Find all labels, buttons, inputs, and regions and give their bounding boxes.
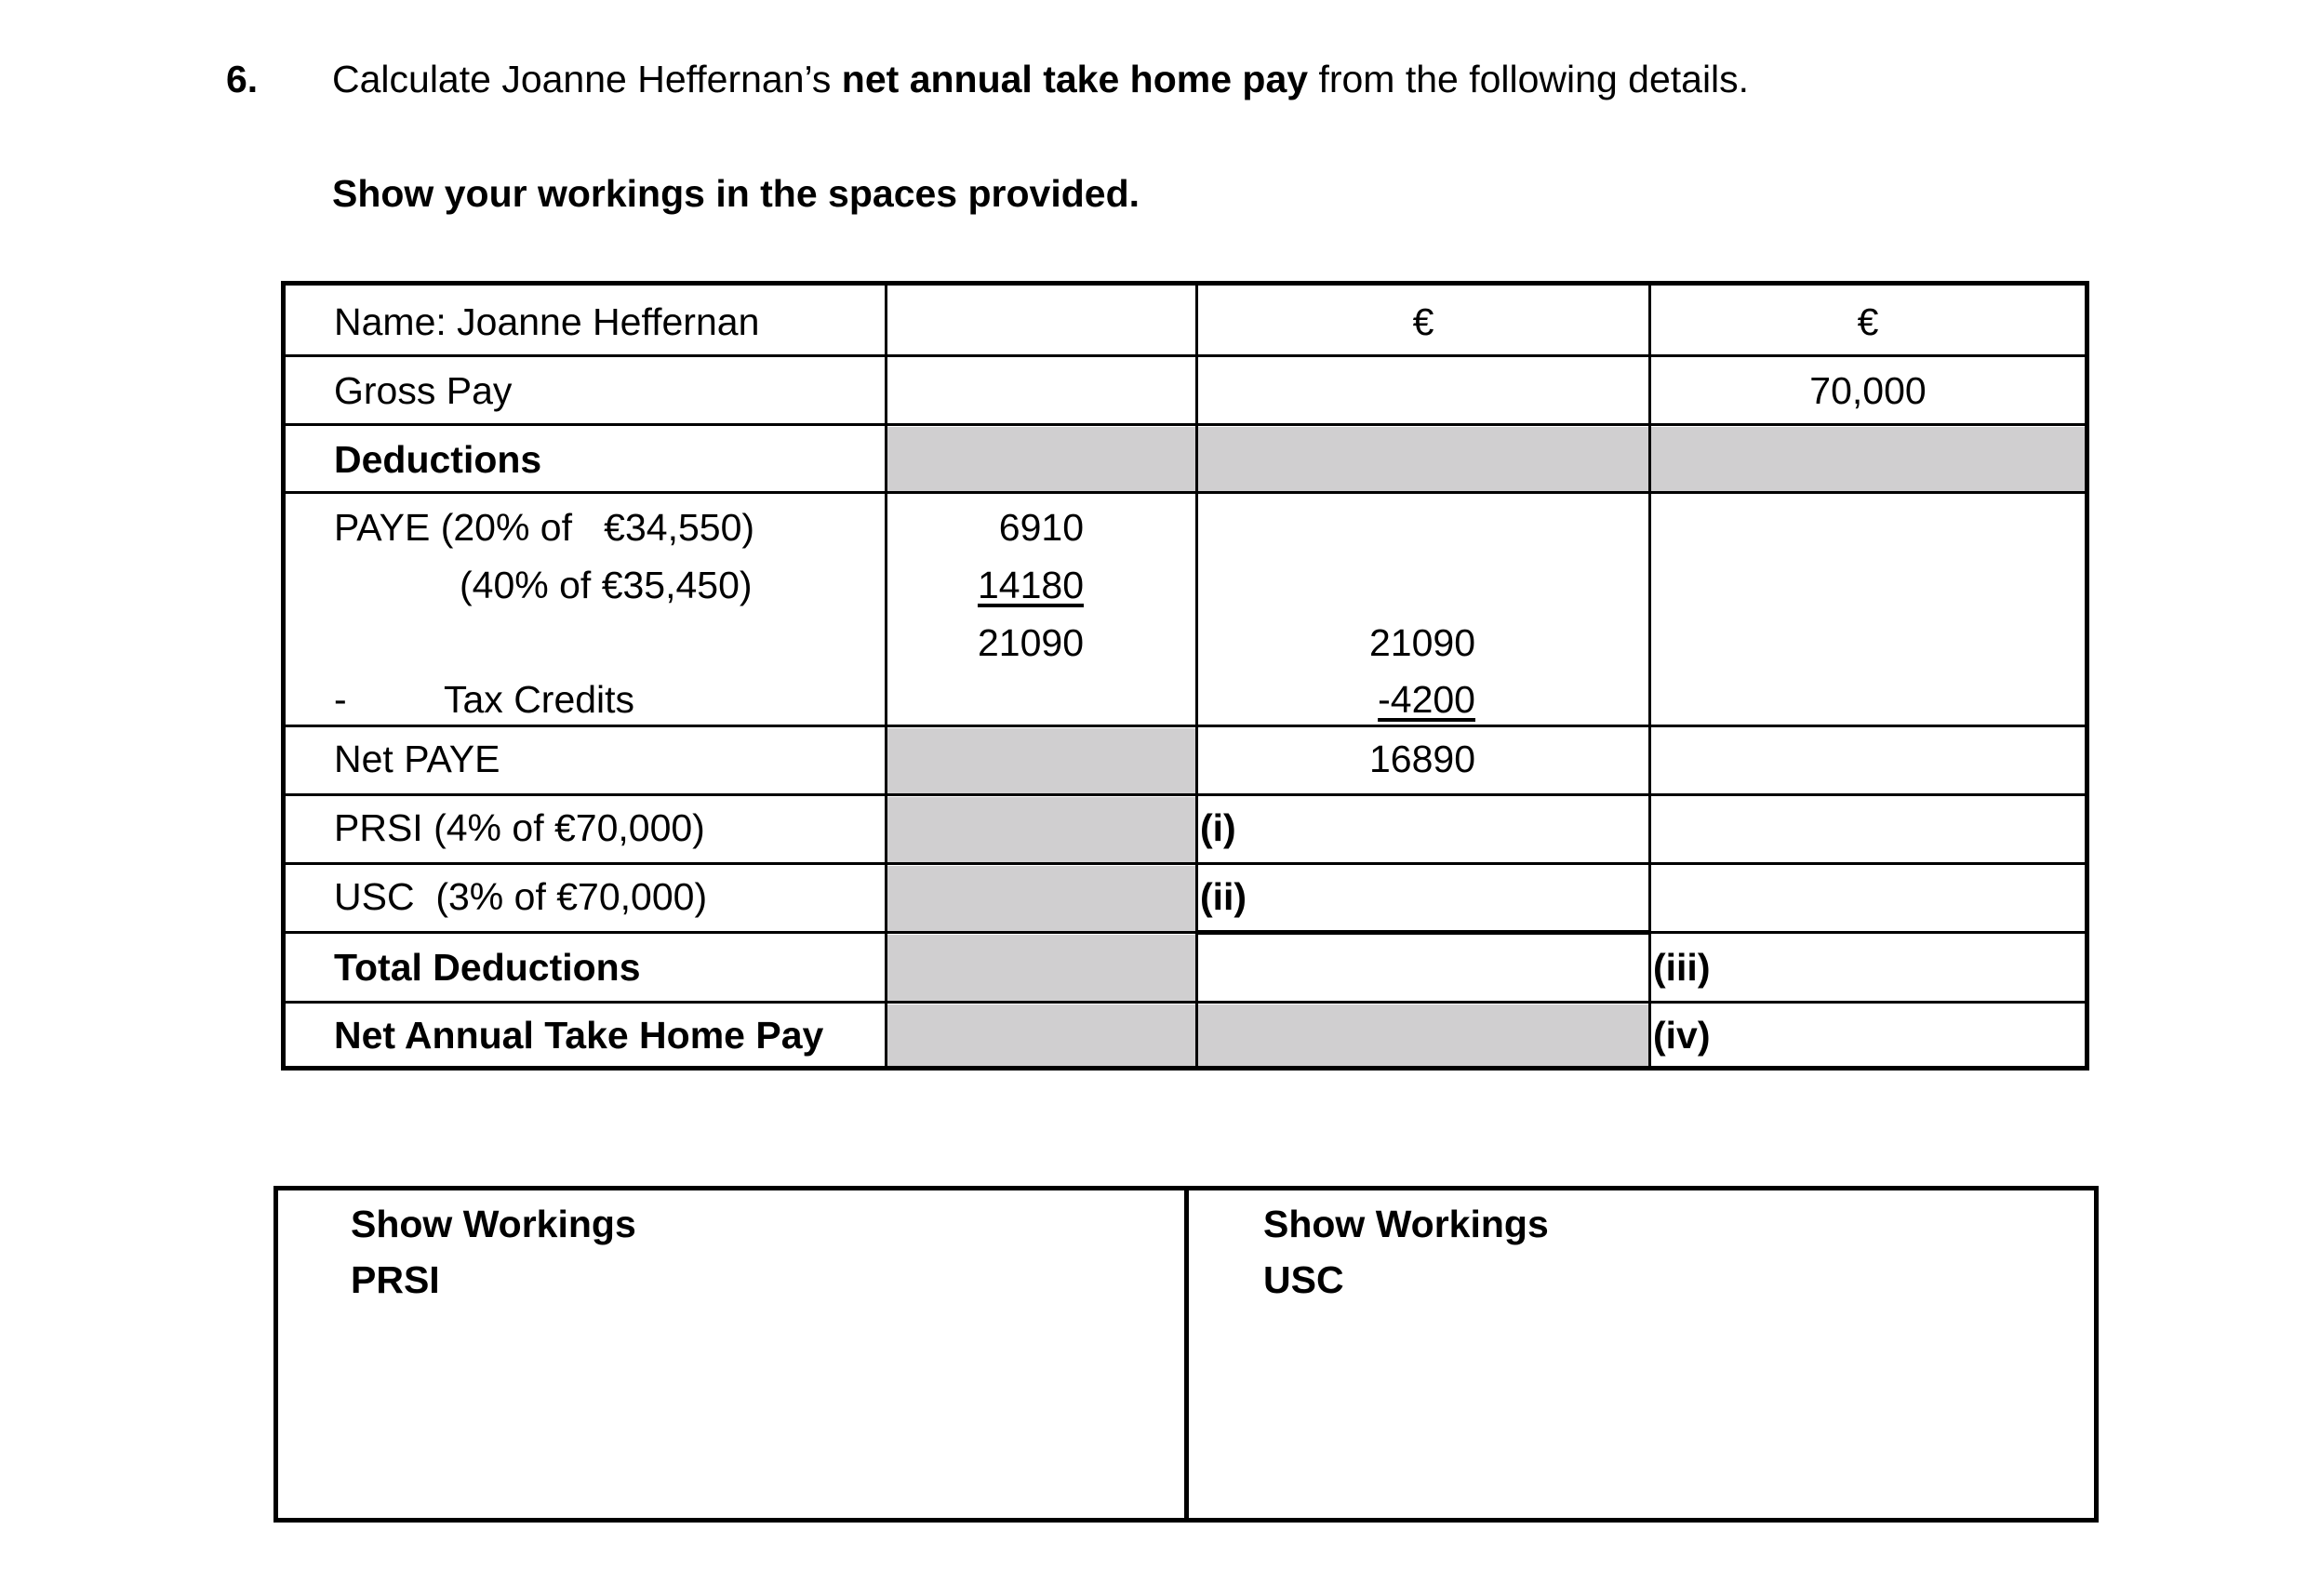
row-divider-8	[286, 1001, 2085, 1004]
shade-prsi-col2	[887, 797, 1195, 863]
net-paye-label: Net PAYE	[334, 738, 500, 780]
row-divider-7-thick	[1195, 930, 1651, 935]
row-divider-4	[286, 725, 2085, 727]
question-text-post: from the following details.	[1308, 58, 1750, 100]
name-label: Name: Joanne Heffernan	[334, 300, 760, 343]
row-divider-3	[286, 491, 2085, 494]
row-divider-2	[286, 423, 2085, 426]
question-text-pre: Calculate Joanne Heffernan’s	[332, 58, 842, 100]
shade-usc-col2	[887, 866, 1195, 932]
paye-value-2: 14180	[977, 564, 1084, 606]
currency-symbol-col4: €	[1857, 300, 1879, 343]
instruction-text: Show your workings in the spaces provided.	[332, 172, 1140, 215]
col-divider-1	[885, 286, 887, 1066]
row-divider-7-right	[1648, 931, 2085, 934]
paye-value-1: 6910	[998, 506, 1084, 549]
col-divider-2	[1195, 286, 1198, 1066]
shade-deductions-col2	[887, 427, 1195, 492]
paye-line-2: (40% of €35,450)	[460, 564, 753, 606]
prsi-label: PRSI (4% of €70,000)	[334, 806, 705, 849]
workings-left-subject: PRSI	[351, 1258, 440, 1301]
usc-label: USC (3% of €70,000)	[334, 875, 708, 918]
net-paye-value: 16890	[1368, 738, 1475, 780]
workings-right-subject: USC	[1263, 1258, 1344, 1301]
pay-table	[281, 281, 2089, 1071]
total-deductions-label: Total Deductions	[334, 946, 641, 989]
paye-line-1: PAYE (20% of €34,550)	[334, 506, 755, 549]
shade-deductions-col3	[1198, 427, 1648, 492]
tax-credits-value: -4200	[1378, 678, 1475, 721]
paye-sum: 21090	[977, 621, 1084, 664]
net-pay-label: Net Annual Take Home Pay	[334, 1014, 824, 1057]
currency-symbol-col3: €	[1412, 300, 1434, 343]
paye-carried: 21090	[1368, 621, 1475, 664]
question-number: 6.	[226, 58, 259, 100]
row-divider-6	[286, 862, 2085, 865]
shade-net-col2	[887, 1004, 1195, 1066]
workings-right-title: Show Workings	[1263, 1203, 1549, 1245]
workings-divider	[1184, 1190, 1189, 1518]
shade-netpaye-col2	[887, 728, 1195, 794]
net-pay-marker: (iv)	[1653, 1014, 1711, 1057]
workings-left-title: Show Workings	[351, 1203, 636, 1245]
question-text	[332, 58, 1749, 101]
shade-net-col3	[1198, 1004, 1648, 1066]
question-text-bold: net annual take home pay	[841, 58, 1309, 100]
deductions-label: Deductions	[334, 438, 542, 481]
row-divider-7	[286, 931, 1195, 934]
row-divider-1	[286, 354, 2085, 357]
total-deductions-marker: (iii)	[1653, 946, 1711, 989]
usc-marker: (ii)	[1200, 875, 1247, 918]
workings-box	[273, 1186, 2099, 1523]
row-divider-5	[286, 793, 2085, 796]
gross-pay-label: Gross Pay	[334, 369, 513, 412]
shade-deductions-col4	[1651, 427, 2085, 492]
prsi-marker: (i)	[1200, 806, 1236, 849]
tax-credits-dash: -	[334, 678, 347, 721]
gross-pay-value: 70,000	[1809, 369, 1927, 412]
tax-credits-label: Tax Credits	[444, 678, 635, 721]
shade-total-col2	[887, 935, 1195, 1002]
